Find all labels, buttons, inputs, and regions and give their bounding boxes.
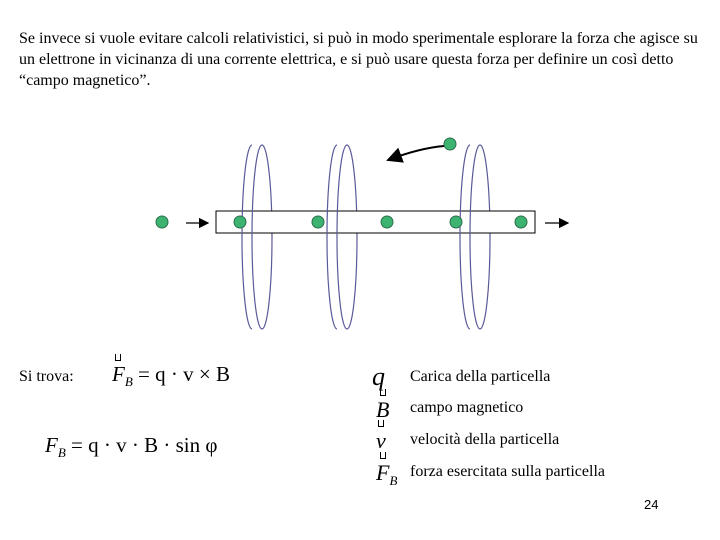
field-loop-1-back — [262, 145, 272, 329]
symbol-v: v — [376, 428, 386, 453]
si-trova-label: Si trova: — [19, 368, 74, 385]
charge-particle — [381, 216, 393, 228]
legend-force: forza esercitata sulla particella — [410, 463, 605, 480]
charge-particle — [515, 216, 527, 228]
field-loop-2-back — [347, 145, 357, 329]
page-number: 24 — [644, 497, 659, 512]
deflection-arrow — [388, 146, 444, 160]
charge-particle — [234, 216, 246, 228]
intro-paragraph: Se invece si vuole evitare calcoli relativistici, si può in modo sperimentale esplorare la forza che agisce su un elettrone in vicinanza di una corrente elettrica, e si può usare questa forza per definire un così detto “campo magnetico”. — [19, 30, 698, 89]
legend-field: campo magnetico — [410, 399, 524, 416]
legend-charge: Carica della particella — [410, 368, 551, 385]
symbol-b: B — [376, 397, 390, 422]
field-loop-1-front — [252, 145, 262, 329]
symbol-fb: $F_B$ — [376, 460, 398, 488]
force-vector-formula: $F_B = q \cdot v \times B$ — [112, 362, 230, 389]
legend-velocity: velocità della particella — [410, 431, 560, 448]
symbol-q: q — [372, 362, 385, 391]
field-loop-3-front — [470, 145, 480, 329]
field-loop-2-front — [337, 145, 347, 329]
charge-particle — [450, 216, 462, 228]
incoming-particle — [156, 216, 168, 228]
force-scalar-formula: $F_B = q \cdot v \cdot B \cdot \sin \varphi$ — [45, 433, 218, 460]
charge-particle — [312, 216, 324, 228]
deflected-particle — [444, 138, 456, 150]
field-loop-3-back — [480, 145, 490, 329]
